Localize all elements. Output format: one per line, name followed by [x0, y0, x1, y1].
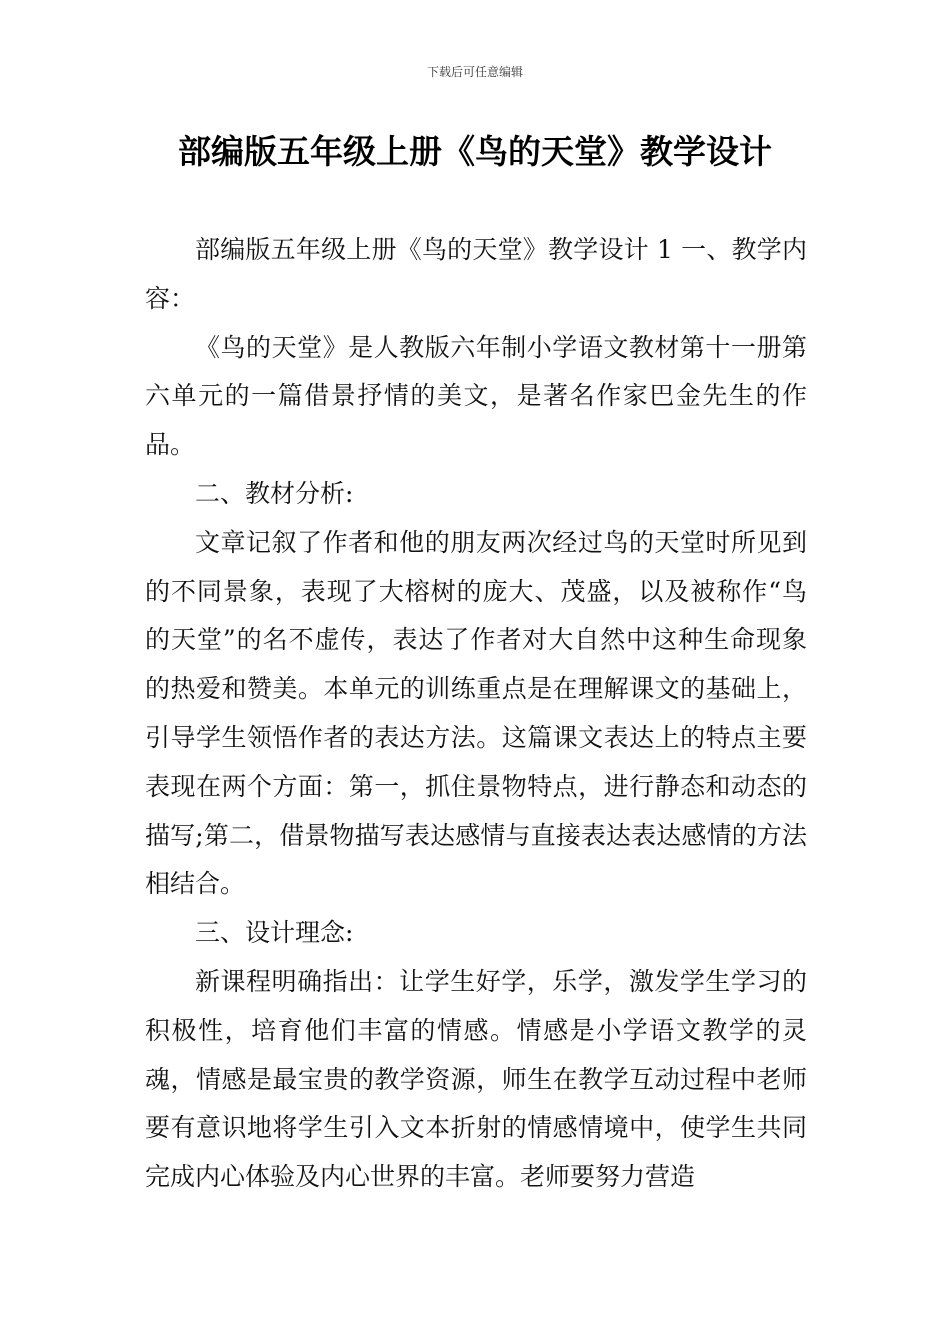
paragraph-intro: 部编版五年级上册《鸟的天堂》教学设计 1 一、教学内容： — [145, 235, 807, 313]
document-body — [145, 226, 807, 1202]
section-heading-design-concept: 三、设计理念: — [195, 918, 354, 948]
document-title: 部编版五年级上册《鸟的天堂》教学设计 — [178, 132, 772, 171]
paragraph-design-concept: 新课程明确指出：让学生好学，乐学，激发学生学习的积极性，培育他们丰富的情感。情感是小学语文教学的灵魂，情感是最宝贵的教学资源，师生在教学互动过程中老师要有意识地将学生引入文本折射的情感情境中，使学生共同完成内心体验及内心世界的丰富。老师要努力营造 — [145, 966, 807, 1192]
page-header-note: 下载后可任意编辑 — [426, 65, 523, 79]
section-heading-material-analysis: 二、教材分析: — [195, 478, 354, 508]
paragraph-teaching-content: 《鸟的天堂》是人教版六年制小学语文教材第十一册第六单元的一篇借景抒情的美文，是著名作家巴金先生的作品。 — [145, 332, 807, 460]
paragraph-material-analysis: 文章记叙了作者和他的朋友两次经过鸟的天堂时所见到的不同景象，表现了大榕树的庞大、茂盛，以及被称作“鸟的天堂”的名不虚传，表达了作者对大自然中这种生命现象的热爱和赞美。本单元的训练重点是在理解课文的基础上，引导学生领悟作者的表达方法。这篇课文表达上的特点主要表现在两个方面：第一，抓住景物特点，进行静态和动态的描写;第二，借景物描写表达感情与直接表达表达感情的方法相结合。 — [145, 527, 807, 899]
